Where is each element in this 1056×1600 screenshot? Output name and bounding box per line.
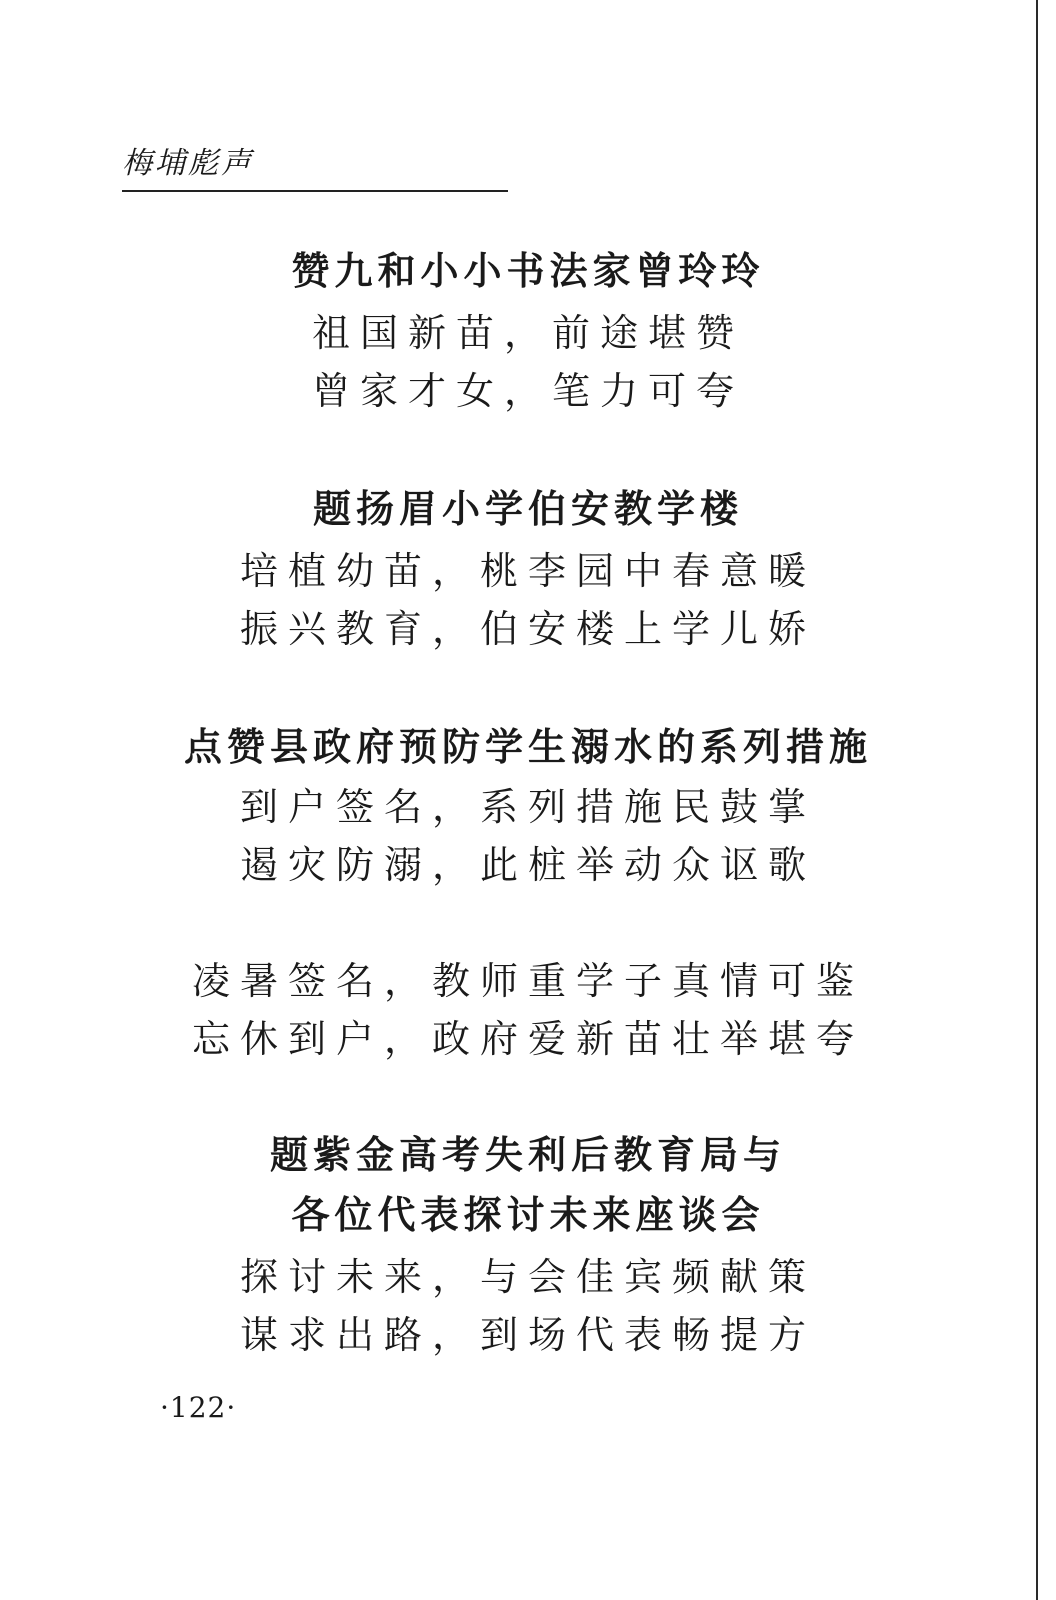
poem-verse-line: 忘休到户，政府爱新苗壮举堪夸	[191, 1017, 864, 1061]
poem-title: 赞九和小小书法家曾玲玲	[291, 248, 765, 293]
poem-verse-line: 培植幼苗，桃李园中春意暖	[239, 549, 816, 593]
poem-verse-line: 曾家才女，笔力可夸	[311, 369, 744, 413]
poem-title: 题扬眉小学伯安教学楼	[312, 486, 743, 531]
poem-title: 题紫金高考失利后教育局与	[269, 1132, 786, 1177]
running-header-title: 梅埔彪声	[122, 146, 254, 181]
poem-verse-line: 凌暑签名，教师重学子真情可鉴	[191, 959, 864, 1003]
poem-verse-line: 探讨未来，与会佳宾频献策	[239, 1255, 816, 1299]
poem-verse-line: 振兴教育，伯安楼上学儿娇	[239, 607, 816, 651]
running-header	[122, 144, 508, 192]
poem-title: 点赞县政府预防学生溺水的系列措施	[183, 724, 872, 769]
poem-verse-line: 遏灾防溺，此桩举动众讴歌	[239, 843, 816, 887]
poem-verse-line: 祖国新苗，前途堪赞	[311, 311, 744, 355]
page-number: ·122·	[160, 1391, 237, 1424]
poem-verse-line: 谋求出路，到场代表畅提方	[239, 1313, 816, 1357]
poem-title: 各位代表探讨未来座谈会	[291, 1192, 765, 1237]
poem-verse-line: 到户签名，系列措施民鼓掌	[239, 785, 816, 829]
